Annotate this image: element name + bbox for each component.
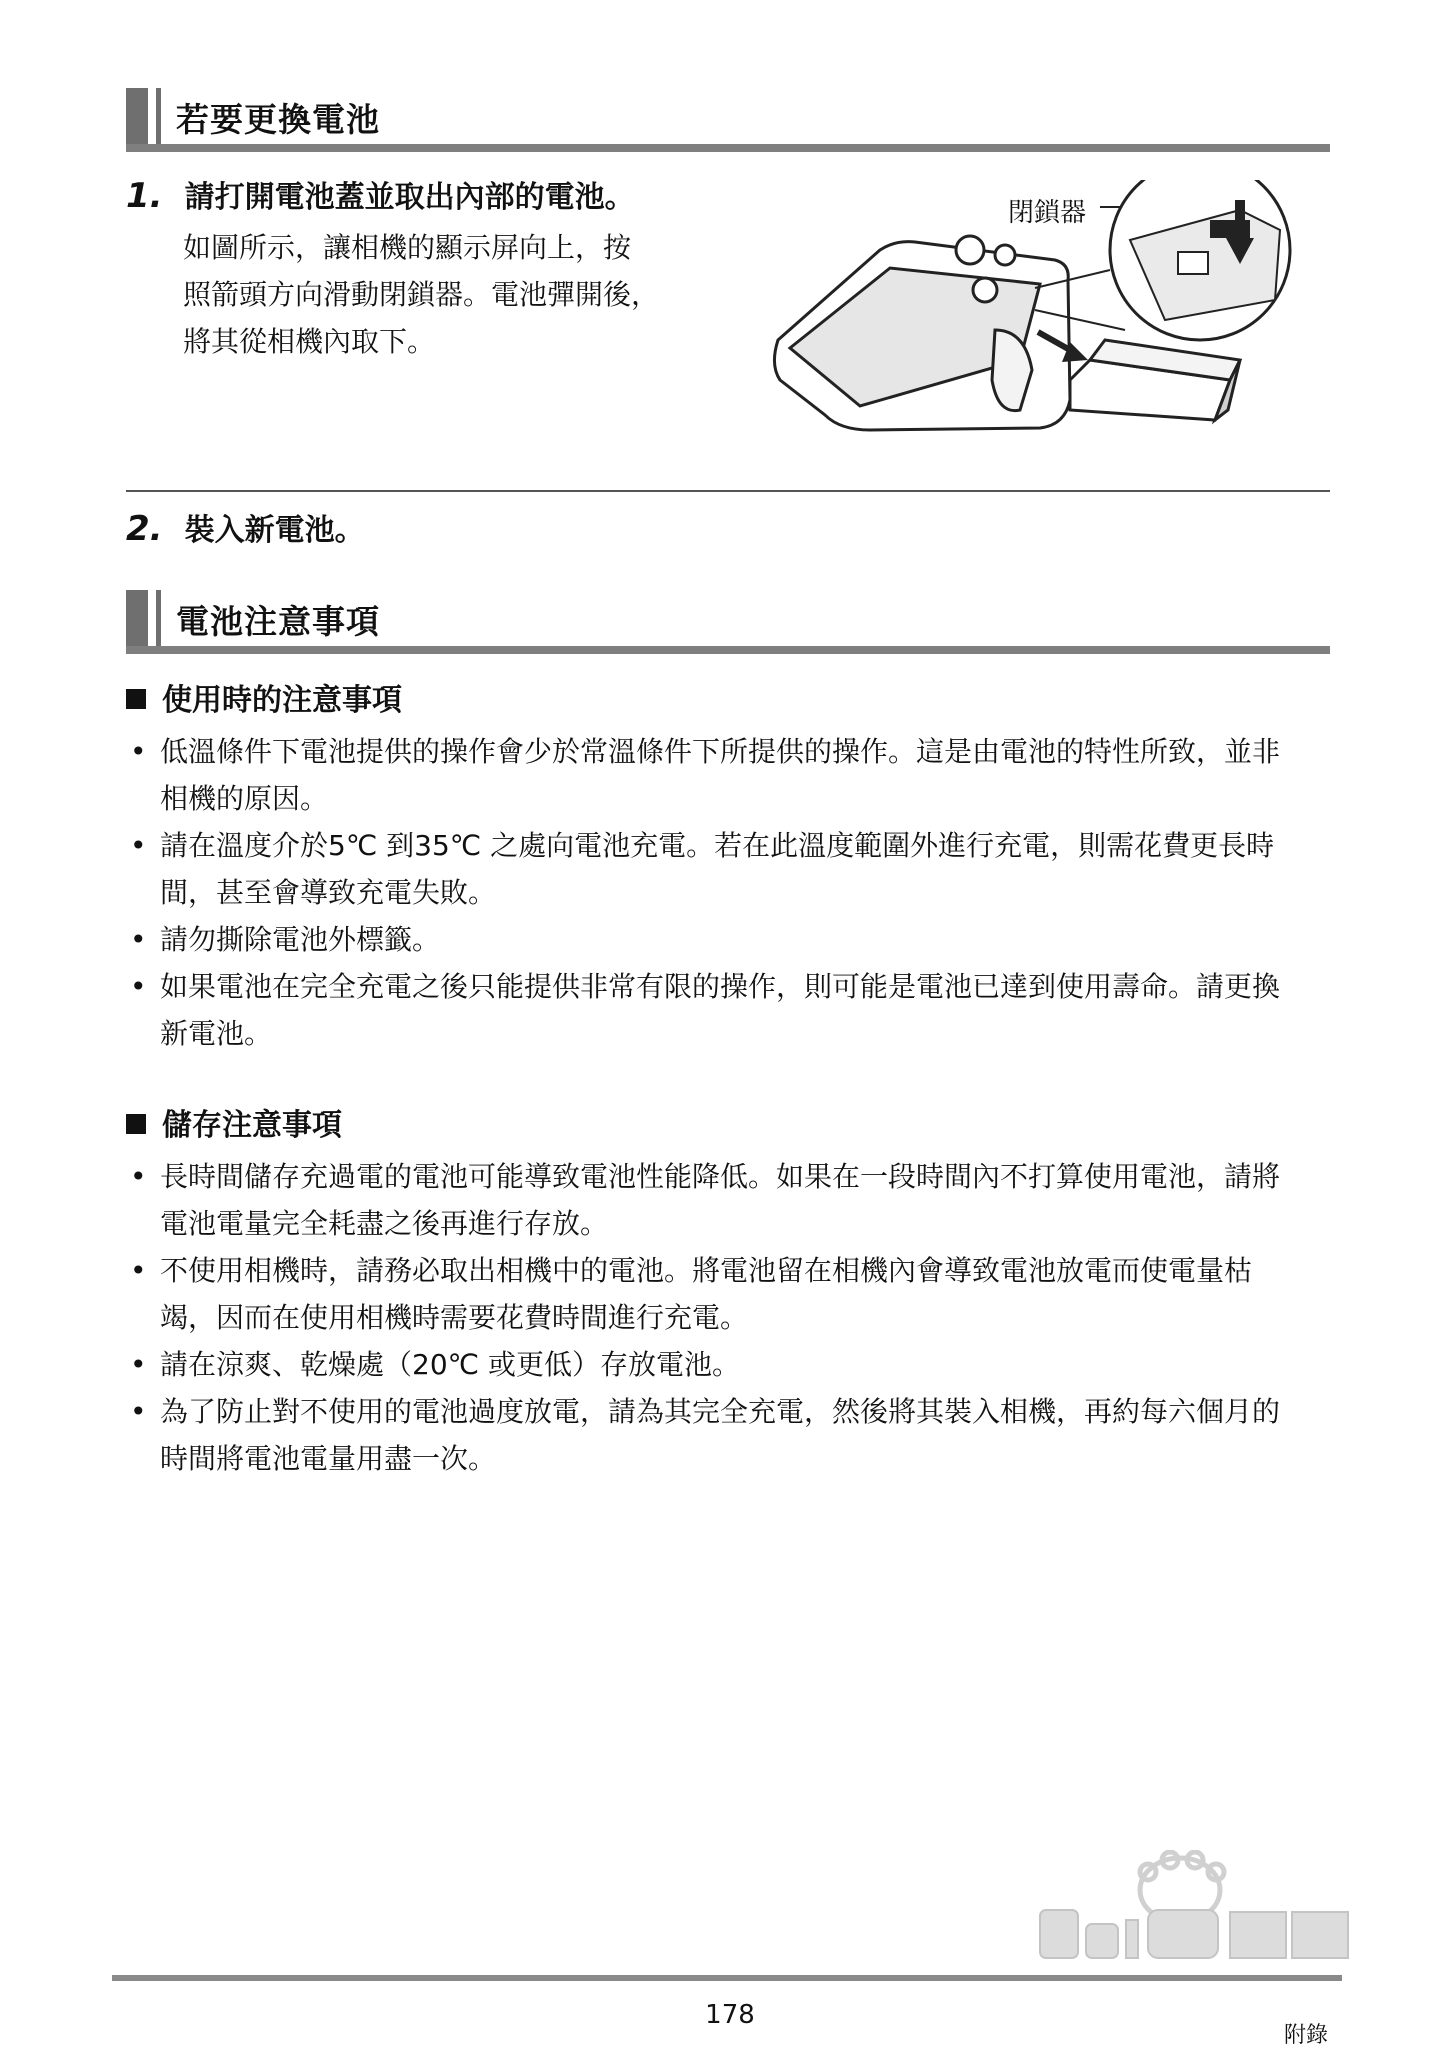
step-2	[126, 505, 365, 549]
page-number: 178	[705, 2000, 755, 2030]
bullet-dot-icon: •	[130, 735, 147, 768]
section-heading-replace-battery	[126, 88, 1330, 152]
subsection-storage	[126, 1100, 342, 1144]
camera-battery-illustration	[770, 180, 1330, 450]
description-line: 照箭頭方向滑動閉鎖器。電池彈開後，	[183, 278, 660, 311]
list-item-text: 請在涼爽、乾燥處（20℃ 或更低）存放電池。	[160, 1348, 740, 1381]
battery	[1070, 340, 1240, 420]
list-item-text: 不使用相機時，請務必取出相機中的電池。將電池留在相機內會導致電池放電而使電量枯竭，因而在使用相機時需要花費時間進行充電。	[160, 1254, 1253, 1334]
figure-label-latch: 閉鎖器	[1008, 198, 1087, 228]
bullet-dot-icon: •	[130, 1160, 147, 1193]
page-section-label: 附錄	[1284, 2023, 1329, 2048]
section-heading-battery-precautions	[126, 590, 1330, 654]
step-divider	[126, 490, 1330, 492]
square-bullet-icon	[126, 689, 146, 709]
bullet-dot-icon: •	[130, 970, 147, 1003]
step-1-description	[183, 224, 743, 365]
square-bullet-icon	[126, 1114, 146, 1134]
bullet-dot-icon: •	[130, 923, 147, 956]
bullet-dot-icon: •	[130, 1254, 147, 1287]
step-number: 1.	[126, 176, 163, 216]
step-title: 請打開電池蓋並取出內部的電池。	[184, 180, 635, 215]
step-1	[126, 172, 635, 216]
list-item-text: 低溫條件下電池提供的操作會少於常溫條件下所提供的操作。這是由電池的特性所致，並非相機的原因。	[160, 735, 1281, 815]
section-title: 電池注意事項	[176, 602, 380, 641]
bullet-dot-icon: •	[130, 1395, 147, 1428]
step-number: 2.	[126, 509, 163, 549]
list-item	[126, 1153, 1306, 1247]
heading-marker-thin	[156, 590, 161, 646]
list-item	[126, 728, 1306, 822]
storage-list	[126, 1153, 1330, 1482]
heading-marker	[126, 88, 148, 144]
heading-marker	[126, 590, 148, 646]
bullet-dot-icon: •	[130, 1348, 147, 1381]
list-item-text: 如果電池在完全充電之後只能提供非常有限的操作，則可能是電池已達到使用壽命。請更換新電池。	[160, 970, 1281, 1050]
subsection-title: 使用時的注意事項	[162, 683, 402, 718]
bullet-dot-icon: •	[130, 829, 147, 862]
footer-rule	[112, 1975, 1342, 1981]
list-item	[126, 916, 1306, 963]
list-item-text: 為了防止對不使用的電池過度放電，請為其完全充電，然後將其裝入相機，再約每六個月的時間將電池電量用盡一次。	[160, 1395, 1281, 1475]
list-item	[126, 963, 1306, 1057]
magnified-latch-detail	[1035, 180, 1290, 340]
heading-marker-thin	[156, 88, 161, 144]
description-line: 如圖所示，讓相機的顯示屏向上，按	[183, 231, 632, 264]
step-title: 裝入新電池。	[184, 513, 365, 548]
subsection-title: 儲存注意事項	[162, 1108, 342, 1143]
watermark-logo	[1030, 1850, 1360, 1990]
list-item	[126, 1388, 1306, 1482]
subsection-usage	[126, 675, 402, 719]
list-item	[126, 1247, 1306, 1341]
list-item-text: 請勿撕除電池外標籤。	[160, 923, 441, 956]
camera-body	[774, 236, 1070, 430]
usage-list	[126, 728, 1330, 1057]
description-line: 將其從相機內取下。	[183, 325, 436, 358]
section-title: 若要更換電池	[176, 100, 380, 139]
list-item	[126, 1341, 1306, 1388]
list-item-text: 長時間儲存充過電的電池可能導致電池性能降低。如果在一段時間內不打算使用電池，請將電池電量完全耗盡之後再進行存放。	[160, 1160, 1281, 1240]
list-item-text: 請在溫度介於5℃ 到35℃ 之處向電池充電。若在此溫度範圍外進行充電，則需花費更長時間，甚至會導致充電失敗。	[160, 829, 1275, 909]
list-item	[126, 822, 1306, 916]
